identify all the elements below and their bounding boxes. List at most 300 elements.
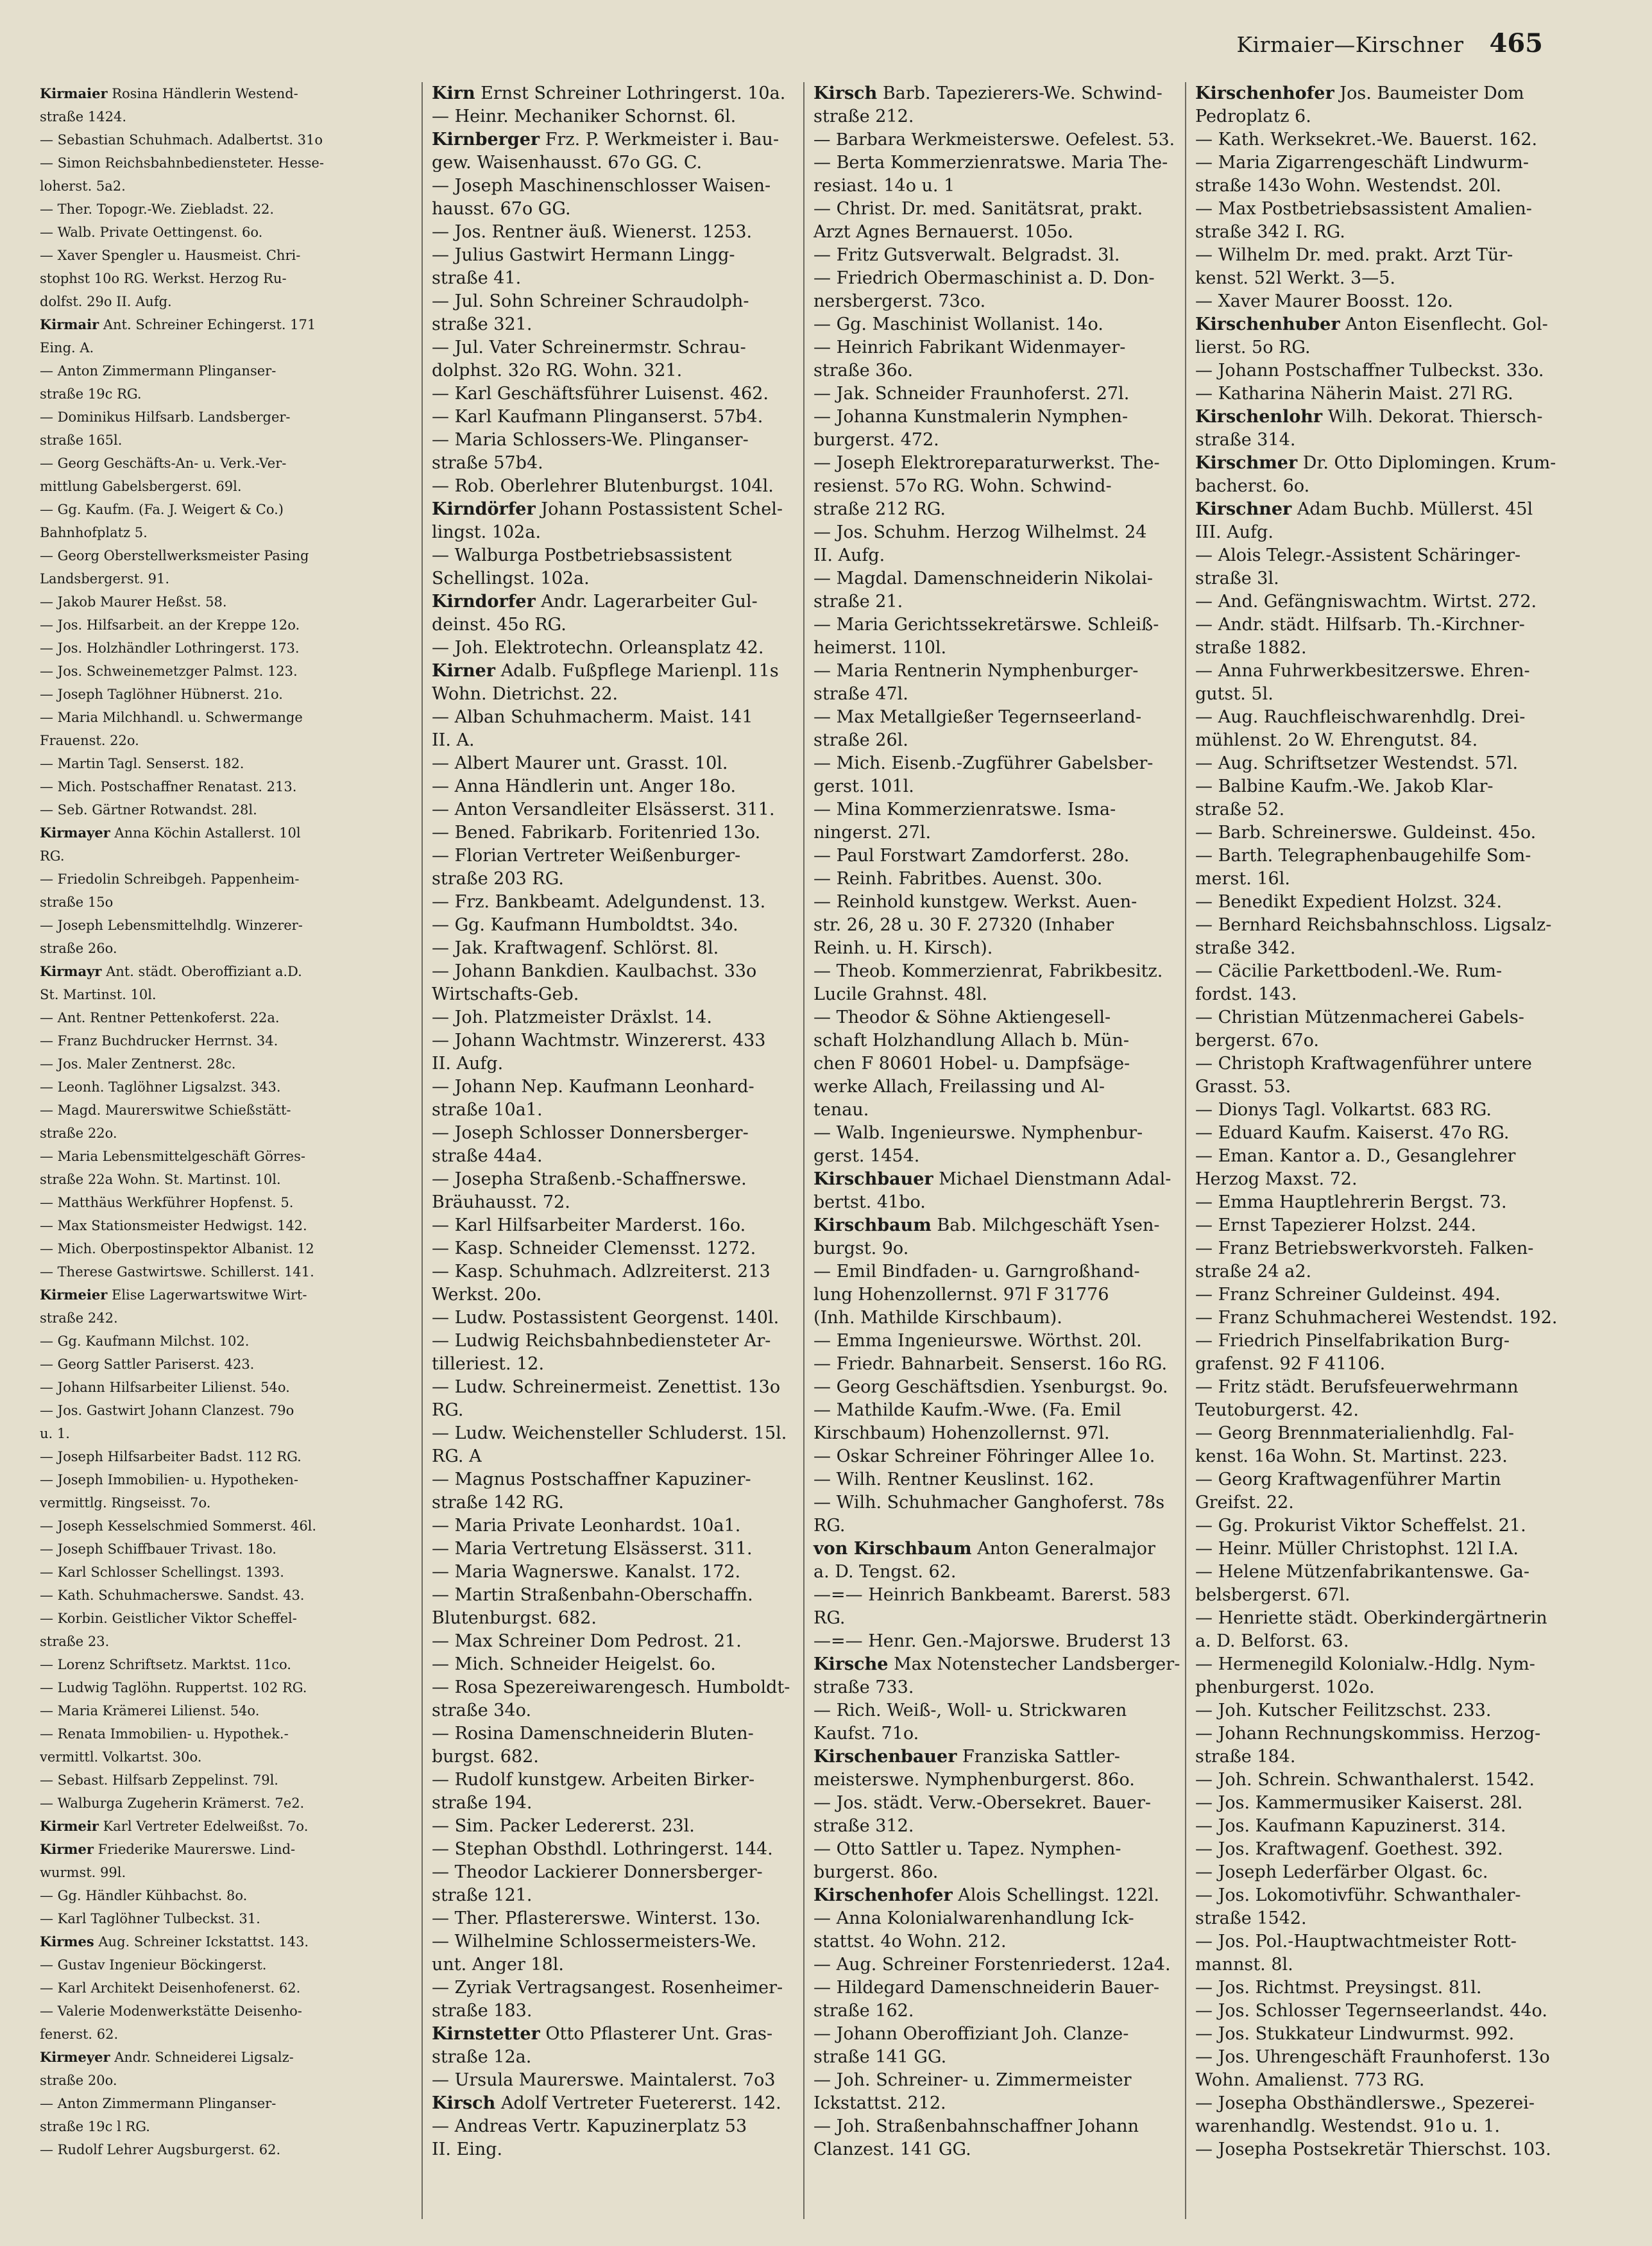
directory-entry bbox=[432, 1145, 794, 1168]
directory-entry bbox=[432, 914, 794, 937]
entry-text: — Christian Mützenmacherei Gabels- bbox=[1195, 1007, 1524, 1027]
entry-text: — Andr. städt. Hilfsarb. Th.-Kirchner- bbox=[1195, 615, 1525, 635]
directory-entry bbox=[40, 1029, 413, 1052]
entry-text: — Anton Zimmermann Plinganser- bbox=[40, 363, 277, 379]
directory-entry bbox=[432, 1722, 794, 1745]
entry-text: — Anna Kolonialwarenhandlung Ick- bbox=[813, 1908, 1134, 1928]
directory-entry bbox=[40, 1584, 413, 1607]
entry-text: — Ludwig Taglöhn. Ruppertst. 102 RG. bbox=[40, 1680, 307, 1695]
entry-text: — Karl Geschäftsführer Luisenst. 462. bbox=[432, 384, 769, 404]
directory-entry bbox=[40, 1607, 413, 1630]
entry-text: Anton Generalmajor bbox=[971, 1539, 1155, 1559]
directory-entry bbox=[1195, 937, 1558, 960]
directory-entry bbox=[432, 983, 794, 1006]
surname-heading: Kirschner bbox=[1195, 499, 1292, 519]
directory-entry bbox=[813, 914, 1176, 937]
page-header bbox=[1236, 28, 1543, 58]
directory-entry bbox=[40, 1953, 413, 1976]
entry-text: — Johann Postschaffner Tulbeckst. 33o. bbox=[1195, 361, 1544, 381]
directory-entry bbox=[813, 221, 1176, 244]
directory-entry bbox=[813, 1538, 1176, 1561]
directory-entry bbox=[40, 1399, 413, 1422]
surname-heading: Kirschbauer bbox=[813, 1169, 933, 1189]
directory-entry bbox=[813, 567, 1176, 590]
entry-text: straße 47l. bbox=[813, 684, 908, 704]
entry-text: Michael Dienstmann Adal- bbox=[933, 1169, 1171, 1189]
directory-entry bbox=[40, 244, 413, 267]
directory-entry bbox=[813, 105, 1176, 128]
entry-text: — Rosa Spezereiwarengesch. Humboldt- bbox=[432, 1677, 790, 1697]
entry-text: dolfst. 29o II. Aufg. bbox=[40, 294, 172, 309]
entry-text: — Sebast. Hilfsarb Zeppelinst. 79l. bbox=[40, 1772, 278, 1788]
entry-text: bertst. 41bo. bbox=[813, 1192, 926, 1212]
entry-text: — Emma Ingenieurswe. Wörthst. 20l. bbox=[813, 1331, 1142, 1351]
directory-entry bbox=[813, 1260, 1176, 1283]
directory-entry bbox=[432, 151, 794, 175]
entry-text: — Ursula Maurerswe. Maintalerst. 7o3 bbox=[432, 2070, 776, 2090]
entry-text: — Georg Geschäfts-An- u. Verk.-Ver- bbox=[40, 456, 287, 471]
surname-heading: Kirsch bbox=[813, 83, 878, 103]
directory-entry bbox=[1195, 452, 1558, 475]
entry-text: — Katharina Näherin Maist. 27l RG. bbox=[1195, 384, 1513, 404]
entry-text: fenerst. 62. bbox=[40, 2027, 119, 2042]
entry-text: — Bernhard Reichsbahnschloss. Ligsalz- bbox=[1195, 915, 1552, 935]
entry-text: — Jos. Schuhm. Herzog Wilhelmst. 24 bbox=[813, 522, 1147, 542]
entry-text: — Rich. Weiß-, Woll- u. Strickwaren bbox=[813, 1701, 1127, 1720]
entry-text: vermittlg. Ringseisst. 7o. bbox=[40, 1495, 211, 1511]
directory-entry bbox=[432, 1884, 794, 1907]
entry-text: — Anna Fuhrwerkbesitzerswe. Ehren- bbox=[1195, 661, 1530, 681]
entry-text: — Maria Schlossers-We. Plinganser- bbox=[432, 430, 749, 450]
entry-text: — Magd. Maurerswitwe Schießstätt- bbox=[40, 1102, 291, 1118]
surname-heading: Kirschenhofer bbox=[1195, 83, 1334, 103]
entry-text: — Jak. Schneider Fraunhoferst. 27l. bbox=[813, 384, 1130, 404]
directory-entry bbox=[432, 1838, 794, 1861]
entry-text: — Maria Vertretung Elsässerst. 311. bbox=[432, 1539, 753, 1559]
directory-entry bbox=[1195, 1445, 1558, 1468]
directory-entry bbox=[40, 1630, 413, 1653]
entry-text: straße 23. bbox=[40, 1634, 110, 1649]
directory-entry bbox=[432, 660, 794, 683]
entry-text: — Maria Private Leonhardst. 10a1. bbox=[432, 1516, 741, 1536]
directory-entry bbox=[1195, 1168, 1558, 1191]
entry-text: — Mathilde Kaufm.-Wwe. (Fa. Emil bbox=[813, 1400, 1121, 1420]
entry-text: — Otto Sattler u. Tapez. Nymphen- bbox=[813, 1839, 1121, 1859]
entry-text: — Franz Schuhmacherei Westendst. 192. bbox=[1195, 1308, 1558, 1328]
entry-text: straße 1882. bbox=[1195, 638, 1307, 658]
entry-text: — Franz Schreiner Guldeinst. 494. bbox=[1195, 1285, 1501, 1305]
directory-entry bbox=[432, 1491, 794, 1514]
column-3 bbox=[803, 82, 1185, 2219]
entry-text: straße 52. bbox=[1195, 800, 1285, 819]
directory-entry bbox=[1195, 1722, 1558, 1745]
directory-entry bbox=[1195, 175, 1558, 198]
directory-entry bbox=[1195, 198, 1558, 221]
directory-entry bbox=[432, 1353, 794, 1376]
directory-entry bbox=[40, 2023, 413, 2046]
entry-text: — Martin Tagl. Senserst. 182. bbox=[40, 756, 244, 771]
directory-entry bbox=[40, 1353, 413, 1376]
directory-entry bbox=[813, 1307, 1176, 1330]
entry-text: — Max Stationsmeister Hedwigst. 142. bbox=[40, 1218, 307, 1233]
entry-text: straße 57b4. bbox=[432, 453, 543, 473]
directory-entry bbox=[813, 244, 1176, 267]
directory-entry bbox=[813, 1861, 1176, 1884]
directory-entry bbox=[432, 637, 794, 660]
directory-entry bbox=[40, 2115, 413, 2138]
entry-text: werke Allach, Freilassing und Al- bbox=[813, 1077, 1105, 1097]
entry-text: — Friedrich Pinselfabrikation Burg- bbox=[1195, 1331, 1510, 1351]
entry-text: — Gg. Händler Kühbachst. 8o. bbox=[40, 1888, 248, 1903]
entry-text: — Magdal. Damenschneiderin Nikolai- bbox=[813, 569, 1154, 588]
entry-text: Rosina Händlerin Westend- bbox=[107, 86, 298, 101]
entry-text: — Renata Immobilien- u. Hypothek.- bbox=[40, 1726, 289, 1742]
entry-text: loherst. 5a2. bbox=[40, 178, 126, 194]
entry-text: burgerst. 472. bbox=[813, 430, 939, 450]
directory-entry bbox=[1195, 1422, 1558, 1445]
directory-entry bbox=[1195, 1884, 1558, 1907]
directory-entry bbox=[813, 290, 1176, 313]
entry-text: — Jos. Schlosser Tegernseerlandst. 44o. bbox=[1195, 2001, 1547, 2021]
directory-entry bbox=[40, 1722, 413, 1745]
directory-entry bbox=[40, 198, 413, 221]
directory-entry bbox=[813, 1237, 1176, 1260]
directory-entry bbox=[432, 1745, 794, 1769]
directory-entry bbox=[1195, 983, 1558, 1006]
entry-text: — Xaver Spengler u. Hausmeist. Chri- bbox=[40, 248, 301, 263]
directory-entry bbox=[40, 544, 413, 567]
directory-entry bbox=[1195, 1006, 1558, 1029]
directory-entry bbox=[1195, 1330, 1558, 1353]
entry-text: — Benedikt Expedient Holzst. 324. bbox=[1195, 892, 1503, 912]
directory-entry bbox=[1195, 1076, 1558, 1099]
entry-text: Anton Eisenflecht. Gol- bbox=[1340, 314, 1548, 334]
entry-text: — Max Schreiner Dom Pedrost. 21. bbox=[432, 1631, 742, 1651]
entry-text: stophst 10o RG. Werkst. Herzog Ru- bbox=[40, 271, 287, 286]
entry-text: Pedroplatz 6. bbox=[1195, 107, 1311, 126]
entry-text: Kirschbaum) Hohenzollernst. 97l. bbox=[813, 1423, 1110, 1443]
directory-entry bbox=[432, 2115, 794, 2138]
directory-entry bbox=[813, 1676, 1176, 1699]
entry-text: Bahnhofplatz 5. bbox=[40, 525, 148, 540]
entry-text: Max Notenstecher Landsberger- bbox=[888, 1654, 1180, 1674]
directory-entry bbox=[813, 729, 1176, 752]
directory-entry bbox=[1195, 1514, 1558, 1538]
directory-entry bbox=[40, 82, 413, 105]
directory-entry bbox=[1195, 1191, 1558, 1214]
entry-text: Clanzest. 141 GG. bbox=[813, 2139, 971, 2159]
entry-text: — Matthäus Werkführer Hopfenst. 5. bbox=[40, 1195, 294, 1210]
directory-columns bbox=[40, 82, 1567, 2219]
directory-entry bbox=[432, 1468, 794, 1491]
directory-entry bbox=[813, 660, 1176, 683]
entry-text: (Inh. Mathilde Kirschbaum). bbox=[813, 1308, 1062, 1328]
directory-entry bbox=[40, 128, 413, 151]
directory-entry bbox=[40, 429, 413, 452]
directory-entry bbox=[432, 1260, 794, 1283]
entry-text: lierst. 5o RG. bbox=[1195, 338, 1311, 357]
entry-text: — Kasp. Schneider Clemensst. 1272. bbox=[432, 1239, 756, 1258]
surname-heading: Kirsche bbox=[813, 1654, 889, 1674]
directory-entry bbox=[40, 1907, 413, 1930]
directory-entry bbox=[40, 498, 413, 521]
entry-text: Karl Vertreter Edelweißst. 7o. bbox=[98, 1819, 309, 1834]
directory-entry bbox=[813, 1491, 1176, 1514]
entry-text: — Stephan Obsthdl. Lothringerst. 144. bbox=[432, 1839, 773, 1859]
directory-entry bbox=[1195, 151, 1558, 175]
directory-entry bbox=[813, 1653, 1180, 1676]
directory-entry bbox=[40, 2092, 413, 2115]
entry-text: — Joseph Schiffbauer Trivast. 18o. bbox=[40, 1541, 277, 1557]
entry-text: vermittl. Volkartst. 30o. bbox=[40, 1749, 202, 1765]
entry-text: — Jakob Maurer Heßst. 58. bbox=[40, 594, 227, 610]
entry-text: — Jul. Sohn Schreiner Schraudolph- bbox=[432, 291, 749, 311]
entry-text: — Helene Mützenfabrikantenswe. Ga- bbox=[1195, 1562, 1530, 1582]
directory-entry bbox=[1195, 775, 1558, 798]
entry-text: — Joseph Lebensmittelhdlg. Winzerer- bbox=[40, 918, 303, 933]
entry-text: straße 1542. bbox=[1195, 1908, 1307, 1928]
directory-entry bbox=[432, 590, 794, 613]
directory-entry bbox=[40, 1076, 413, 1099]
directory-entry bbox=[1195, 1653, 1558, 1676]
directory-entry bbox=[432, 105, 794, 128]
entry-text: — Karl Taglöhner Tulbeckst. 31. bbox=[40, 1911, 260, 1926]
directory-entry bbox=[432, 452, 794, 475]
entry-text: — Frz. Bankbeamt. Adelgundenst. 13. bbox=[432, 892, 766, 912]
directory-entry bbox=[40, 567, 413, 590]
entry-text: — Johann Hilfsarbeiter Lilienst. 54o. bbox=[40, 1380, 290, 1395]
directory-entry bbox=[432, 175, 794, 198]
entry-text: Barb. Tapezierers-We. Schwind- bbox=[877, 83, 1162, 103]
directory-entry bbox=[432, 128, 794, 151]
entry-text: — Valerie Modenwerkstätte Deisenho- bbox=[40, 2003, 302, 2019]
directory-entry bbox=[813, 336, 1176, 359]
directory-entry bbox=[813, 544, 1176, 567]
entry-text: — Leonh. Taglöhner Ligsalzst. 343. bbox=[40, 1079, 281, 1095]
directory-entry bbox=[40, 1468, 413, 1491]
directory-entry bbox=[40, 2000, 413, 2023]
directory-entry bbox=[432, 844, 794, 868]
entry-text: II. A. bbox=[432, 730, 475, 750]
directory-entry bbox=[1195, 868, 1558, 891]
entry-text: — Karl Kaufmann Plinganserst. 57b4. bbox=[432, 407, 763, 427]
directory-entry bbox=[432, 429, 794, 452]
directory-entry bbox=[1195, 2000, 1558, 2023]
entry-text: Ant. städt. Oberoffiziant a.D. bbox=[101, 964, 302, 979]
directory-entry bbox=[432, 613, 794, 637]
surname-heading: Kirschenbauer bbox=[813, 1747, 957, 1767]
directory-entry bbox=[1195, 1584, 1558, 1607]
entry-text: straße 24 a2. bbox=[1195, 1262, 1312, 1282]
directory-entry bbox=[1195, 1468, 1558, 1491]
directory-entry bbox=[813, 1006, 1176, 1029]
entry-text: stattst. 4o Wohn. 212. bbox=[813, 1932, 1007, 1951]
directory-entry bbox=[813, 1445, 1176, 1468]
directory-entry bbox=[40, 105, 413, 128]
entry-text: — Mina Kommerzienratswe. Ismа- bbox=[813, 800, 1116, 819]
entry-text: merst. 16l. bbox=[1195, 869, 1290, 889]
entry-text: — Jos. Hilfsarbeit. an der Kreppe 12o. bbox=[40, 617, 300, 633]
entry-text: straße 10a1. bbox=[432, 1100, 543, 1120]
entry-text: straße 142 RG. bbox=[432, 1493, 564, 1513]
directory-entry bbox=[1195, 2023, 1558, 2046]
directory-entry bbox=[813, 2092, 1176, 2115]
entry-text: — Jos. Rentner äuß. Wienerst. 1253. bbox=[432, 222, 753, 242]
directory-entry bbox=[432, 290, 794, 313]
directory-entry bbox=[432, 1861, 794, 1884]
entry-text: — Friedrich Obermaschinist a. D. Don- bbox=[813, 268, 1155, 288]
running-head: Kirmaier—Kirschner bbox=[1236, 32, 1464, 57]
entry-text: straße 36o. bbox=[813, 361, 914, 381]
entry-text: resiast. 14o u. 1 bbox=[813, 176, 955, 196]
entry-text: — Johann Oberoffiziant Joh. Clanze- bbox=[813, 2024, 1129, 2044]
directory-entry bbox=[40, 267, 413, 290]
entry-text: mannst. 8l. bbox=[1195, 1955, 1293, 1975]
entry-text: a. D. Belforst. 63. bbox=[1195, 1631, 1349, 1651]
directory-entry bbox=[813, 452, 1176, 475]
entry-text: — Magnus Postschaffner Kapuziner- bbox=[432, 1470, 751, 1489]
directory-entry bbox=[432, 1283, 794, 1307]
directory-entry bbox=[1195, 821, 1558, 844]
entry-text: RG. bbox=[813, 1608, 846, 1628]
surname-heading: Kirndorfer bbox=[432, 592, 536, 612]
directory-entry bbox=[40, 2046, 413, 2069]
directory-entry bbox=[1195, 844, 1558, 868]
entry-text: straße 22o. bbox=[40, 1126, 117, 1141]
directory-entry bbox=[40, 175, 413, 198]
entry-text: straße 26o. bbox=[40, 941, 117, 956]
directory-entry bbox=[813, 151, 1176, 175]
directory-entry bbox=[40, 891, 413, 914]
directory-entry bbox=[40, 313, 413, 336]
entry-text: — Theodor Lackierer Donnersberger- bbox=[432, 1862, 763, 1882]
directory-entry bbox=[40, 1561, 413, 1584]
entry-text: — Georg Brennmaterialienhdlg. Fal- bbox=[1195, 1423, 1514, 1443]
entry-text: fordst. 143. bbox=[1195, 984, 1297, 1004]
directory-entry bbox=[1195, 1237, 1558, 1260]
entry-text: — Georg Geschäftsdien. Ysenburgst. 9o. bbox=[813, 1377, 1168, 1397]
entry-text: — Joseph Immobilien- u. Hypotheken- bbox=[40, 1472, 298, 1487]
entry-text: — Barbara Werkmeisterswe. Oefelest. 53. bbox=[813, 130, 1175, 150]
directory-entry bbox=[40, 868, 413, 891]
directory-entry bbox=[813, 1884, 1176, 1907]
directory-entry bbox=[432, 498, 794, 521]
entry-text: dolphst. 32o RG. Wohn. 321. bbox=[432, 361, 683, 381]
directory-entry bbox=[40, 359, 413, 382]
entry-text: — Alban Schuhmacherm. Maist. 141 bbox=[432, 707, 753, 727]
entry-text: — Gg. Kaufmann Humboldtst. 34o. bbox=[432, 915, 738, 935]
entry-text: — Joseph Hilfsarbeiter Badst. 112 RG. bbox=[40, 1449, 302, 1464]
entry-text: — Jos. Uhrengeschäft Fraunhoferst. 13o bbox=[1195, 2047, 1550, 2067]
entry-text: — Henriette städt. Oberkindergärtnerin bbox=[1195, 1608, 1547, 1628]
directory-entry bbox=[40, 1330, 413, 1353]
entry-text: — Xaver Maurer Boosst. 12o. bbox=[1195, 291, 1453, 311]
surname-heading: Kirmes bbox=[40, 1933, 94, 1950]
directory-entry bbox=[813, 1029, 1176, 1052]
directory-entry bbox=[432, 798, 794, 821]
directory-entry bbox=[813, 1769, 1176, 1792]
directory-entry bbox=[40, 729, 413, 752]
entry-text: — Jos. Kaufmann Kapuzinerst. 314. bbox=[1195, 1816, 1506, 1836]
directory-entry bbox=[1195, 313, 1558, 336]
directory-entry bbox=[813, 475, 1176, 498]
directory-entry bbox=[1195, 1815, 1558, 1838]
entry-text: — Jos. städt. Verw.-Obersekret. Bauer- bbox=[813, 1793, 1152, 1813]
entry-text: Andr. Lagerarbeiter Gul- bbox=[535, 592, 758, 612]
directory-entry bbox=[432, 1422, 794, 1445]
directory-entry bbox=[40, 336, 413, 359]
entry-text: straße 212 RG. bbox=[813, 499, 946, 519]
entry-text: Blutenburgst. 682. bbox=[432, 1608, 597, 1628]
entry-text: phenburgerst. 102o. bbox=[1195, 1677, 1375, 1697]
directory-entry bbox=[432, 1930, 794, 1953]
directory-entry bbox=[40, 1283, 413, 1307]
entry-text: Kaufst. 71o. bbox=[813, 1724, 919, 1744]
entry-text: gerst. 101l. bbox=[813, 776, 914, 796]
entry-text: Otto Pflasterer Unt. Gras- bbox=[540, 2024, 773, 2044]
entry-text: meisterswe. Nymphenburgerst. 86o. bbox=[813, 1770, 1135, 1790]
directory-entry bbox=[1195, 706, 1558, 729]
entry-text: — Franz Betriebswerkvorsteh. Falken- bbox=[1195, 1239, 1534, 1258]
directory-entry bbox=[432, 1191, 794, 1214]
entry-text: — Walb. Ingenieurswe. Nymphenbur- bbox=[813, 1123, 1143, 1143]
entry-text: — Jos. Kraftwagenf. Goethest. 392. bbox=[1195, 1839, 1503, 1859]
directory-entry bbox=[813, 891, 1176, 914]
entry-text: Eing. A. bbox=[40, 340, 94, 356]
directory-entry bbox=[432, 1976, 794, 2000]
directory-entry bbox=[40, 1653, 413, 1676]
directory-entry bbox=[40, 221, 413, 244]
entry-text: II. Aufg. bbox=[432, 1054, 504, 1074]
surname-heading: Kirmeir bbox=[40, 1818, 99, 1834]
directory-entry bbox=[1195, 1122, 1558, 1145]
directory-entry bbox=[40, 1884, 413, 1907]
directory-entry bbox=[432, 1052, 794, 1076]
directory-entry bbox=[40, 1445, 413, 1468]
entry-text: Frz. P. Werkmeister i. Bau- bbox=[540, 130, 779, 150]
entry-text: — Ant. Rentner Pettenkoferst. 22a. bbox=[40, 1010, 280, 1025]
directory-entry bbox=[1195, 752, 1558, 775]
directory-entry bbox=[1195, 429, 1558, 452]
directory-entry bbox=[432, 1792, 794, 1815]
directory-entry bbox=[432, 1676, 794, 1699]
directory-entry bbox=[40, 752, 413, 775]
directory-entry bbox=[40, 798, 413, 821]
directory-entry bbox=[1195, 660, 1558, 683]
entry-text: — Jos. Holzhändler Lothringerst. 173. bbox=[40, 640, 300, 656]
entry-text: — Anna Händlerin unt. Anger 18o. bbox=[432, 776, 737, 796]
directory-entry bbox=[40, 821, 413, 844]
entry-text: burgst. 682. bbox=[432, 1747, 539, 1767]
entry-text: — Florian Vertreter Weißenburger- bbox=[432, 846, 741, 866]
directory-entry bbox=[1195, 1260, 1558, 1283]
directory-entry bbox=[813, 960, 1176, 983]
entry-text: — Ludw. Postassistent Georgenst. 140l. bbox=[432, 1308, 779, 1328]
directory-entry bbox=[813, 1722, 1176, 1745]
entry-text: straße 165l. bbox=[40, 433, 123, 448]
entry-text: straße 44a4. bbox=[432, 1146, 543, 1166]
entry-text: Franziska Sattler- bbox=[957, 1747, 1120, 1767]
entry-text: Wilh. Dekorat. Thiersch- bbox=[1322, 407, 1543, 427]
entry-text: ningerst. 27l. bbox=[813, 823, 932, 843]
directory-entry bbox=[813, 590, 1176, 613]
directory-entry bbox=[1195, 891, 1558, 914]
entry-text: straße 242. bbox=[40, 1310, 118, 1326]
entry-text: Ernst Schreiner Lothringerst. 10a. bbox=[475, 83, 786, 103]
entry-text: straße 143o Wohn. Westendst. 20l. bbox=[1195, 176, 1502, 196]
entry-text: straße 1424. bbox=[40, 109, 127, 124]
directory-entry bbox=[40, 660, 413, 683]
